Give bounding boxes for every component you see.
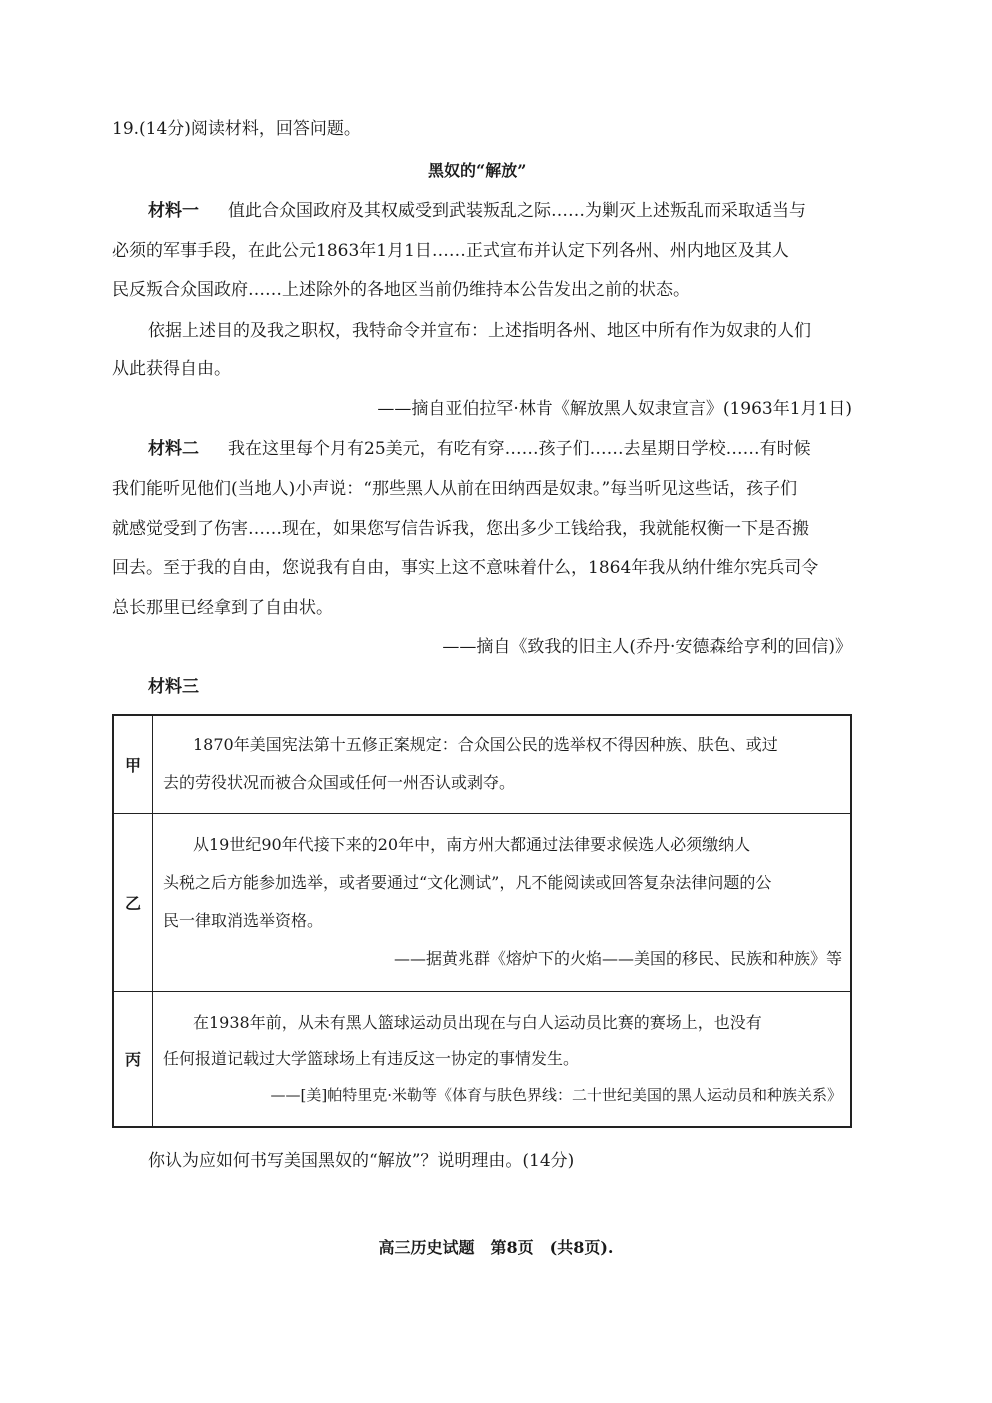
- table-row: [113, 715, 851, 813]
- material-two-line: 我们能听见他们(当地人)小声说：“那些黑人从前在田纳西是奴隶。”每当听见这些话，孩子们: [112, 479, 798, 499]
- row-line: 民一律取消选举资格。: [163, 911, 324, 930]
- row-tag: 丙: [113, 991, 153, 1127]
- row-line: 从19世纪90年代接下来的20年中，南方州大都通过法律要求候选人必须缴纳人: [193, 835, 751, 854]
- row-source: ——据黄兆群《熔炉下的火焰——美国的移民、民族和种族》等: [393, 949, 842, 968]
- material-two-line: 总长那里已经拿到了自由状。: [112, 598, 333, 618]
- row-line: 任何报道记载过大学篮球场上有违反这一协定的事情发生。: [163, 1048, 580, 1068]
- material-one-line: 必须的军事手段，在此公元1863年1月1日……正式宣布并认定下列各州、州内地区及其人: [112, 241, 789, 261]
- material-three-label: 材料三: [148, 677, 199, 697]
- material-one-label: 材料一: [148, 201, 199, 221]
- row-content: [153, 715, 852, 813]
- material-one-source: ——摘自亚伯拉罕·林肯《解放黑人奴隶宣言》(1963年1月1日): [377, 399, 852, 419]
- page-footer: 高三历史试题 第8页 (共8页).: [378, 1238, 614, 1257]
- row-tag: 乙: [113, 813, 153, 991]
- material-one-line: 民反叛合众国政府……上述除外的各地区当前仍维持本公告发出之前的状态。: [112, 280, 690, 300]
- question-prompt: 你认为应如何书写美国黑奴的“解放”？说明理由。(14分): [148, 1151, 575, 1171]
- material-two-line: 回去。至于我的自由，您说我有自由，事实上这不意味着什么，1864年我从纳什维尔宪兵司令: [112, 558, 819, 578]
- material-two-line: 我在这里每个月有25美元，有吃有穿……孩子们……去星期日学校……有时候: [228, 439, 811, 459]
- row-line: 头税之后方能参加选举，或者要通过“文化测试”，凡不能阅读或回答复杂法律问题的公: [163, 873, 772, 892]
- table-row: [113, 813, 851, 991]
- row-line: 在1938年前，从未有黑人篮球运动员出现在与白人运动员比赛的赛场上，也没有: [193, 1012, 762, 1032]
- material-one-line: 依据上述目的及我之职权，我特命令并宣布：上述指明各州、地区中所有作为奴隶的人们: [148, 321, 811, 341]
- material-two-label: 材料二: [148, 439, 199, 459]
- material-two-source: ——摘自《致我的旧主人(乔丹·安德森给亨利的回信)》: [442, 637, 852, 657]
- row-line: 1870年美国宪法第十五修正案规定：合众国公民的选举权不得因种族、肤色、或过: [193, 735, 778, 755]
- row-tag: 甲: [113, 715, 153, 813]
- passage-title: 黑奴的“解放”: [428, 161, 527, 180]
- row-source: ——[美]帕特里克·米勒等《体育与肤色界线：二十世纪美国的黑人运动员和种族关系》: [270, 1085, 842, 1104]
- material-two-line: 就感觉受到了伤害……现在，如果您写信告诉我，您出多少工钱给我，我就能权衡一下是否搬: [112, 519, 809, 539]
- row-content: [153, 813, 852, 991]
- question-header: 19.(14分)阅读材料，回答问题。: [112, 119, 361, 139]
- material-one-line: 值此合众国政府及其权威受到武装叛乱之际……为剿灭上述叛乱而采取适当与: [228, 201, 806, 221]
- row-line: 去的劳役状况而被合众国或任何一州否认或剥夺。: [163, 773, 516, 793]
- material-one-line: 从此获得自由。: [112, 359, 231, 379]
- table-row: [113, 991, 851, 1127]
- row-content: [153, 991, 852, 1127]
- material-three-table: [112, 714, 852, 1128]
